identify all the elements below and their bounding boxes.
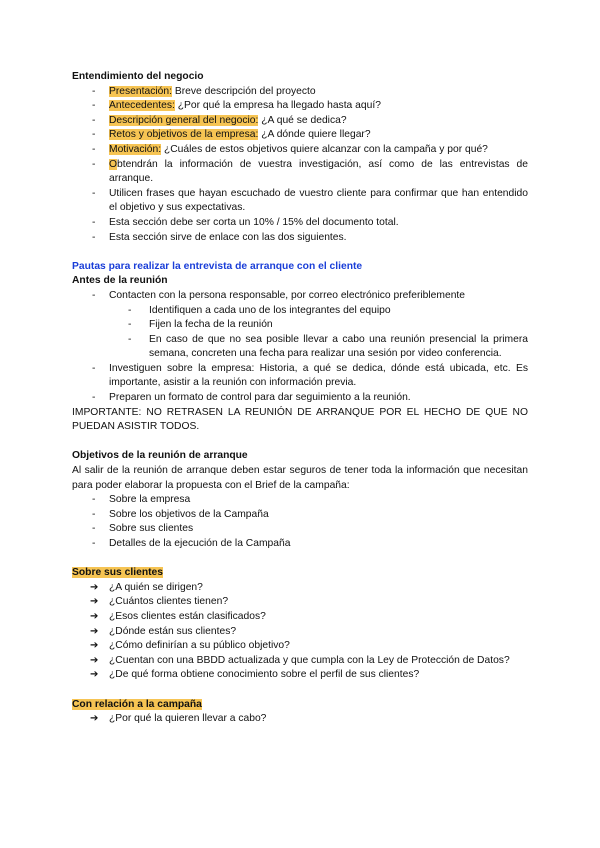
- section-title-campana: Con relación a la campaña: [72, 698, 202, 710]
- section-title-entendimiento: Entendimiento del negocio: [72, 71, 204, 82]
- sub-list-item: - Identifiquen a cada uno de los integrantes del equipo: [72, 304, 528, 319]
- campana-list: [72, 712, 528, 727]
- list-item: - Preparen un formato de control para dar seguimiento a la reunión.: [72, 391, 528, 406]
- antes-reunion-list: [72, 289, 528, 406]
- section-title-sobre-clientes: Sobre sus clientes: [72, 567, 163, 579]
- sub-list-item: - En caso de que no sea posible llevar a cabo una reunión presencial la primera semana, concreten una fecha para realizar una sesión por video conferencia.: [72, 333, 528, 362]
- list-item: ➔ ¿Esos clientes están clasificados?: [72, 610, 528, 625]
- section-title-objetivos: Objetivos de la reunión de arranque: [72, 450, 248, 462]
- sub-list-item: - Fijen la fecha de la reunión: [72, 318, 528, 333]
- list-item: - Antecedentes: ¿Por qué la empresa ha llegado hasta aquí?: [72, 99, 528, 114]
- list-item: ➔ ¿De qué forma obtiene conocimiento sobre el perfil de sus clientes?: [72, 668, 528, 683]
- entendimiento-list: [72, 85, 528, 246]
- subtitle-antes-reunion: Antes de la reunión: [72, 275, 168, 287]
- important-note: IMPORTANTE: NO RETRASEN LA REUNIÓN DE ARRANQUE POR EL HECHO DE QUE NO PUEDAN ASISTIR TODOS.: [72, 406, 528, 433]
- list-item: ➔ ¿Dónde están sus clientes?: [72, 625, 528, 640]
- list-item: ➔ ¿Cuántos clientes tienen?: [72, 595, 528, 610]
- list-item: - Esta sección debe ser corta un 10% / 15% del documento total.: [72, 216, 528, 231]
- sub-list: [72, 304, 528, 362]
- list-item: - Motivación: ¿Cuáles de estos objetivos quiere alcanzar con la campaña y por qué?: [72, 143, 528, 158]
- clientes-list: [72, 581, 528, 683]
- objetivos-list: [72, 493, 528, 551]
- list-item: - Sobre los objetivos de la Campaña: [72, 508, 528, 523]
- list-item: ➔ ¿Por qué la quieren llevar a cabo?: [72, 712, 528, 727]
- list-item: - Retos y objetivos de la empresa: ¿A dónde quiere llegar?: [72, 128, 528, 143]
- objetivos-intro: Al salir de la reunión de arranque deben estar seguros de tener toda la información que necesitan para poder elaborar la propuesta con el Brief de la campaña:: [72, 465, 528, 491]
- list-item: ➔ ¿Cómo definirían a su público objetivo?: [72, 639, 528, 654]
- section-title-pautas: Pautas para realizar la entrevista de arranque con el cliente: [72, 260, 363, 272]
- list-item: - Sobre la empresa: [72, 493, 528, 508]
- list-item: - Sobre sus clientes: [72, 522, 528, 537]
- list-item: - Investiguen sobre la empresa: Historia, a qué se dedica, dónde está ubicada, etc. Es importante, asistir a la reunión con información previa.: [72, 362, 528, 391]
- list-item: ➔ ¿A quién se dirigen?: [72, 581, 528, 596]
- list-item: ➔ ¿Cuentan con una BBDD actualizada y que cumpla con la Ley de Protección de Datos?: [72, 654, 528, 669]
- list-item: - Utilicen frases que hayan escuchado de vuestro cliente para confirmar que han entendido el objetivo y sus expectativas.: [72, 187, 528, 216]
- list-item: - Esta sección sirve de enlace con las dos siguientes.: [72, 231, 528, 246]
- list-item: - Presentación: Breve descripción del proyecto: [72, 85, 528, 100]
- list-item: - Obtendrán la información de vuestra investigación, así como de las entrevistas de arranque.: [72, 158, 528, 187]
- list-item: - Contacten con la persona responsable, por correo electrónico preferiblemente - Identifiquen a cada uno de los integrantes del equipo - Fijen la fecha de la reunión - En caso de que no sea posible llevar a cabo una reunión presencial la primera semana, concreten una fecha para realizar una sesión por video conferencia.: [72, 289, 528, 362]
- list-item: - Detalles de la ejecución de la Campaña: [72, 537, 528, 552]
- list-item: - Descripción general del negocio: ¿A qué se dedica?: [72, 114, 528, 129]
